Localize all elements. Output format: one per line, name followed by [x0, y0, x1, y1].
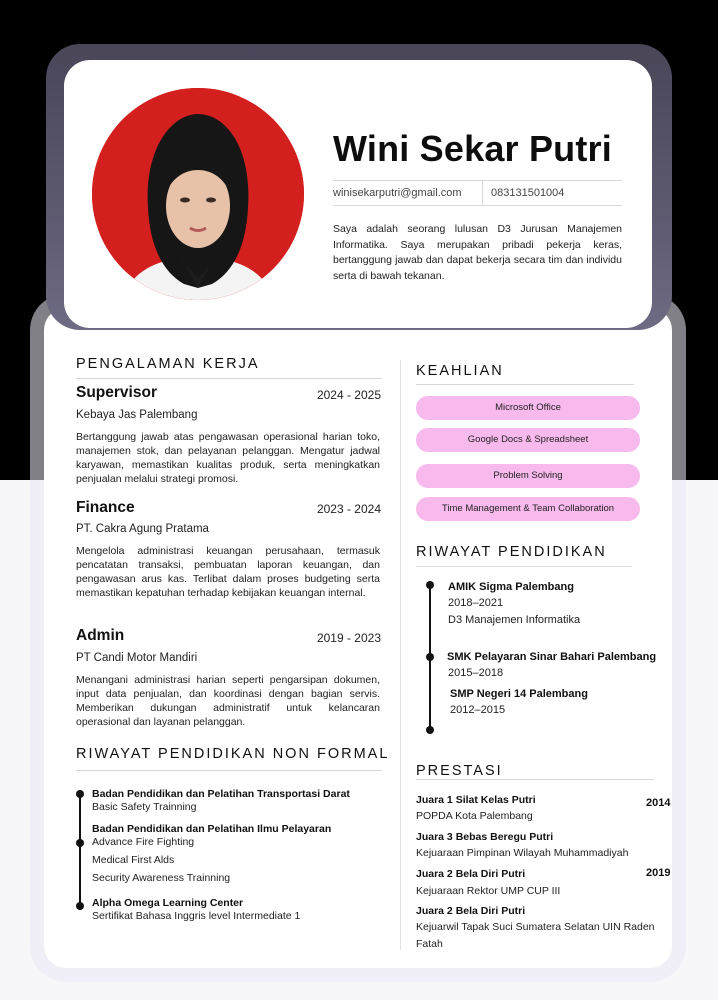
timeline-dot — [426, 581, 434, 589]
skill-pill: Time Management & Team Collaboration — [416, 497, 640, 521]
timeline-dot — [426, 726, 434, 734]
achievements-divider — [416, 779, 654, 780]
job-description: Mengelola administrasi keuangan perusahaan, termasuk pencatatan transaksi, pembuatan laporan keuangan, dan pengawasan arus kas. Terlibat dalam proses budgeting serta memastikan kepatuhan terhadap kebijakan keuangan internal. — [76, 545, 380, 599]
school-name: AMIK Sigma Palembang — [448, 581, 574, 593]
school-major: D3 Manajemen Informatika — [448, 614, 581, 626]
nonformal-course: Basic Safety Trainning — [92, 801, 197, 813]
job-company: PT Candi Motor Mandiri — [76, 652, 198, 664]
achievement-title: Juara 2 Bela Diri Putri — [416, 905, 526, 917]
nonformal-course: Sertifikat Bahasa Inggris level Intermediate 1 — [92, 910, 301, 922]
nonformal-timeline-line — [79, 792, 81, 910]
school-years: 2015–2018 — [448, 667, 504, 679]
person-portrait-icon — [92, 88, 304, 300]
timeline-dot — [76, 839, 84, 847]
job-years: 2019 - 2023 — [316, 631, 381, 645]
job-years: 2023 - 2024 — [316, 502, 381, 516]
profile-photo — [92, 88, 304, 300]
experience-divider — [76, 378, 382, 379]
timeline-dot — [76, 790, 84, 798]
achievement-event: Kejuarwil Tapak Suci Sumatera Selatan UIN Raden — [416, 921, 655, 933]
nonformal-course: Security Awareness Trainning — [92, 872, 231, 884]
candidate-name: Wini Sekar Putri — [333, 128, 612, 169]
job-title: Finance — [76, 499, 135, 516]
job-years: 2024 - 2025 — [316, 388, 381, 402]
skill-pill: Problem Solving — [416, 464, 640, 488]
skills-divider — [416, 384, 634, 385]
school-years: 2018–2021 — [448, 597, 504, 609]
achievement-year: 2019 — [646, 867, 671, 879]
experience-section-title: PENGALAMAN KERJA — [76, 356, 260, 372]
nonformal-institution: Badan Pendidikan dan Pelatihan Transportasi Darat — [92, 788, 350, 800]
achievement-event: Kejuaraan Pimpinan Wilayah Muhammadiyah — [416, 847, 629, 859]
achievement-title: Juara 1 Silat Kelas Putri — [416, 794, 536, 806]
job-company: PT. Cakra Agung Pratama — [76, 523, 209, 535]
job-description: Menangani administrasi harian seperti pengarsipan dokumen, input data penjualan, dan koordinasi dengan bagian servis. Memberikan dukungan administratif untuk kelancaran operasional dan layanan pelanggan. — [76, 674, 380, 728]
contact-row — [333, 180, 622, 206]
job-title: Supervisor — [76, 384, 157, 401]
nonformal-course: Advance Fire Fighting — [92, 836, 195, 848]
school-name: SMK Pelayaran Sinar Bahari Palembang — [447, 651, 657, 663]
timeline-dot — [426, 653, 434, 661]
school-name: SMP Negeri 14 Palembang — [450, 688, 588, 700]
job-title: Admin — [76, 627, 125, 644]
nonformal-course: Medical First Alds — [92, 854, 175, 866]
profile-summary: Saya adalah seorang lulusan D3 Jurusan Manajemen Informatika. Saya merupakan pribadi pekerja keras, bertanggung jawab dan dapat bekerja secara tim dan individu serta di bawah tekanan. — [333, 223, 622, 282]
achievement-event-continued: Fatah — [416, 938, 443, 950]
education-section-title: RIWAYAT PENDIDIKAN — [416, 544, 607, 560]
job-company: Kebaya Jas Palembang — [76, 409, 198, 421]
achievements-section-title: PRESTASI — [416, 763, 503, 779]
phone-number[interactable]: 083131501004 — [491, 187, 565, 199]
nonformal-institution: Alpha Omega Learning Center — [92, 897, 244, 909]
achievement-title: Juara 2 Bela Diri Putri — [416, 868, 526, 880]
nonformal-section-title: RIWAYAT PENDIDIKAN NON FORMAL — [76, 746, 390, 762]
achievement-event: POPDA Kota Palembang — [416, 810, 533, 822]
achievement-year: 2014 — [646, 797, 671, 809]
school-years: 2012–2015 — [450, 704, 506, 716]
job-description: Bertanggung jawab atas pengawasan operasional harian toko, manajemen stok, dan pelayanan pelanggan. Mengatur jadwal karyawan, memastikan kualitas produk, serta meningkatkan penjualan melalui strategi promosi. — [76, 431, 380, 485]
timeline-dot — [76, 902, 84, 910]
achievement-event: Kejuaraan Rektor UMP CUP III — [416, 885, 561, 897]
nonformal-institution: Badan Pendidikan dan Pelatihan Ilmu Pelayaran — [92, 823, 332, 835]
skill-pill: Google Docs & Spreadsheet — [416, 428, 640, 452]
email-address[interactable]: winisekarputri@gmail.com — [333, 181, 483, 205]
skill-pill: Microsoft Office — [416, 396, 640, 420]
nonformal-divider — [76, 770, 382, 771]
education-divider — [416, 566, 632, 567]
skills-section-title: KEAHLIAN — [416, 363, 504, 379]
column-divider — [400, 360, 401, 950]
achievement-title: Juara 3 Bebas Beregu Putri — [416, 831, 554, 843]
